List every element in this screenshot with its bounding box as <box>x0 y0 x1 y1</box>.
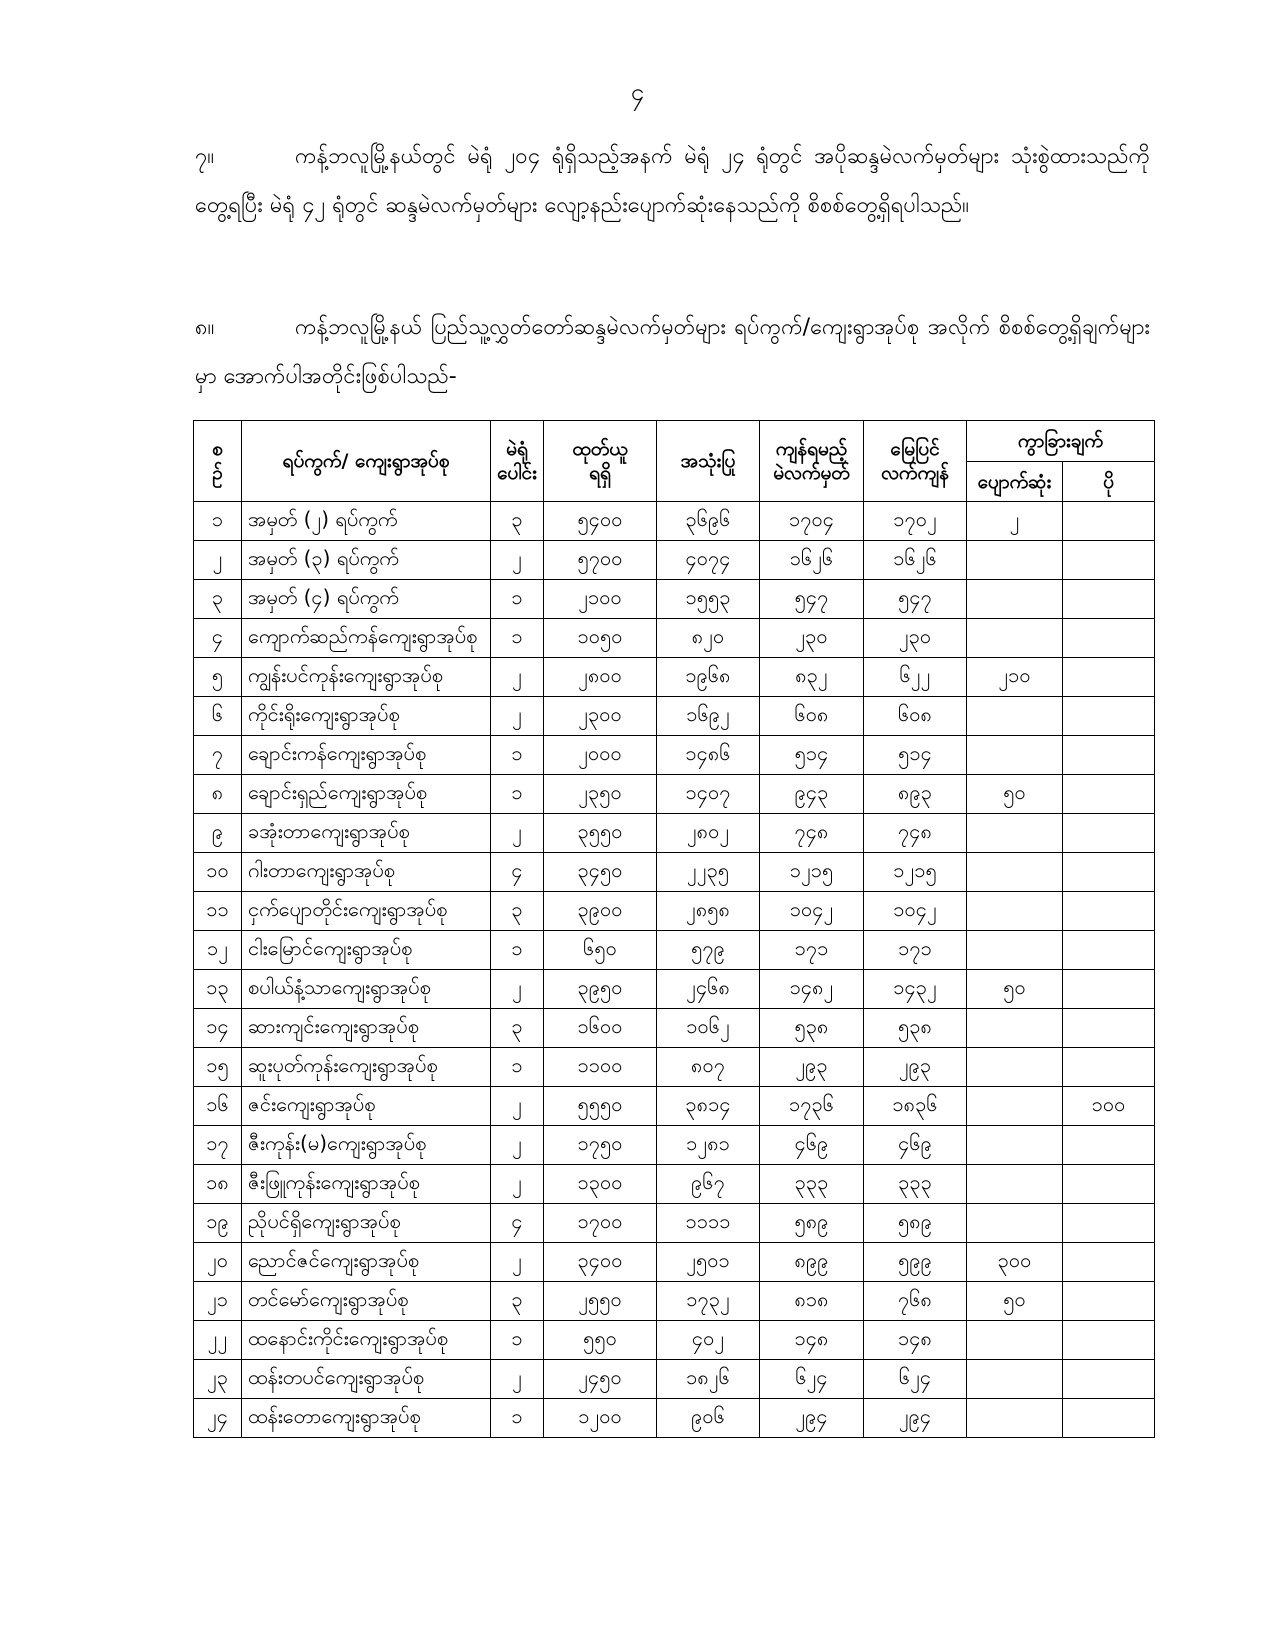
cell-should-remain: ၈၁၈ <box>760 1282 864 1321</box>
cell-excess <box>1063 1321 1155 1360</box>
cell-ward-name: အမှတ် (၃) ရပ်ကွက် <box>242 541 491 580</box>
cell-lost <box>967 1321 1063 1360</box>
header-lost: ပျောက်ဆုံး <box>967 462 1063 502</box>
cell-should-remain: ၇၄၈ <box>760 814 864 853</box>
cell-lost: ၃၀၀ <box>967 1243 1063 1282</box>
cell-received: ၃၄၀၀ <box>544 1243 657 1282</box>
table-row <box>194 541 1155 580</box>
cell-booths: ၂ <box>491 1126 544 1165</box>
header-difference: ကွာခြားချက် <box>967 421 1155 462</box>
cell-lost: ၅၀ <box>967 970 1063 1009</box>
cell-serial: ၁၆ <box>194 1087 242 1126</box>
cell-serial: ၂၄ <box>194 1399 242 1438</box>
cell-should-remain: ၆၂၄ <box>760 1360 864 1399</box>
cell-should-remain: ၅၄၇ <box>760 580 864 619</box>
cell-actual-remain: ၁၆၂၆ <box>864 541 967 580</box>
cell-lost: ၅၀ <box>967 775 1063 814</box>
table-row <box>194 619 1155 658</box>
cell-serial: ၁၀ <box>194 853 242 892</box>
cell-actual-remain: ၁၇၁ <box>864 931 967 970</box>
ballot-verification-table <box>193 420 1155 1438</box>
cell-ward-name: ထန်းတပင်ကျေးရွာအုပ်စု <box>242 1360 491 1399</box>
cell-booths: ၂ <box>491 697 544 736</box>
cell-excess <box>1063 1282 1155 1321</box>
cell-actual-remain: ၇၆၈ <box>864 1282 967 1321</box>
cell-actual-remain: ၆၀၈ <box>864 697 967 736</box>
cell-serial: ၆ <box>194 697 242 736</box>
paragraph-7-text: ကန့်ဘလူမြို့နယ်တွင် မဲရုံ ၂၀၄ ရုံရှိသည့်အနက် မဲရုံ ၂၄ ရုံတွင် အပိုဆန္ဒမဲလက်မှတ်များ သုံးစွဲထားသည်ကို တွေ့ရပြီး မဲရုံ ၄၂ ရုံတွင် ဆန္ဒမဲလက်မှတ်များ လျော့နည်းပျောက်ဆုံးနေသည်ကို စိစစ်တွေ့ရှိရပါသည်။ <box>195 144 1150 218</box>
table-row <box>194 931 1155 970</box>
cell-used: ၁၀၆၂ <box>657 1009 760 1048</box>
cell-used: ၁၂၈၁ <box>657 1126 760 1165</box>
cell-booths: ၃ <box>491 1282 544 1321</box>
cell-should-remain: ၅၁၄ <box>760 736 864 775</box>
cell-lost <box>967 1204 1063 1243</box>
cell-booths: ၁ <box>491 775 544 814</box>
table-row <box>194 853 1155 892</box>
cell-booths: ၂ <box>491 1087 544 1126</box>
cell-received: ၂၃၅၀ <box>544 775 657 814</box>
cell-lost <box>967 1087 1063 1126</box>
header-received: ထုတ်ယူ ရရှိ <box>544 421 657 502</box>
cell-actual-remain: ၆၂၄ <box>864 1360 967 1399</box>
cell-should-remain: ၃၃၃ <box>760 1165 864 1204</box>
cell-used: ၃၆၉၆ <box>657 502 760 541</box>
cell-actual-remain: ၁၄၈ <box>864 1321 967 1360</box>
cell-excess <box>1063 658 1155 697</box>
cell-excess <box>1063 1048 1155 1087</box>
cell-booths: ၃ <box>491 1009 544 1048</box>
cell-should-remain: ၅၈၉ <box>760 1204 864 1243</box>
cell-used: ၁၈၂၆ <box>657 1360 760 1399</box>
cell-excess <box>1063 1009 1155 1048</box>
cell-used: ၄၀၇၄ <box>657 541 760 580</box>
cell-lost <box>967 931 1063 970</box>
cell-used: ၂၈၀၂ <box>657 814 760 853</box>
cell-lost <box>967 580 1063 619</box>
cell-excess <box>1063 775 1155 814</box>
cell-used: ၂၅၀၁ <box>657 1243 760 1282</box>
cell-received: ၁၇၅၀ <box>544 1126 657 1165</box>
cell-excess <box>1063 580 1155 619</box>
table-body <box>194 502 1155 1438</box>
cell-actual-remain: ၆၂၂ <box>864 658 967 697</box>
cell-ward-name: ထနောင်းကိုင်းကျေးရွာအုပ်စု <box>242 1321 491 1360</box>
cell-booths: ၁ <box>491 931 544 970</box>
table-row <box>194 1048 1155 1087</box>
paragraph-8 <box>195 303 1150 401</box>
cell-booths: ၁ <box>491 1048 544 1087</box>
cell-actual-remain: ၁၈၃၆ <box>864 1087 967 1126</box>
cell-booths: ၂ <box>491 970 544 1009</box>
cell-actual-remain: ၇၄၈ <box>864 814 967 853</box>
cell-booths: ၄ <box>491 1204 544 1243</box>
cell-should-remain: ၁၄၈ <box>760 1321 864 1360</box>
cell-actual-remain: ၁၇၀၂ <box>864 502 967 541</box>
cell-booths: ၁ <box>491 1321 544 1360</box>
cell-should-remain: ၂၉၄ <box>760 1399 864 1438</box>
cell-ward-name: တင်မော်ကျေးရွာအုပ်စု <box>242 1282 491 1321</box>
cell-should-remain: ၈၃၂ <box>760 658 864 697</box>
cell-lost <box>967 541 1063 580</box>
paragraph-7-number: ၇။ <box>195 144 215 169</box>
table-row <box>194 1360 1155 1399</box>
cell-ward-name: ချောင်းကန်ကျေးရွာအုပ်စု <box>242 736 491 775</box>
cell-ward-name: ကိုင်းရိုးကျေးရွာအုပ်စု <box>242 697 491 736</box>
cell-used: ၂၂၃၅ <box>657 853 760 892</box>
cell-ward-name: ငါးမြောင်ကျေးရွာအုပ်စု <box>242 931 491 970</box>
cell-actual-remain: ၁၄၃၂ <box>864 970 967 1009</box>
cell-booths: ၁ <box>491 1399 544 1438</box>
cell-used: ၈၀၇ <box>657 1048 760 1087</box>
cell-used: ၁၄၈၆ <box>657 736 760 775</box>
cell-lost <box>967 1360 1063 1399</box>
table-row <box>194 1321 1155 1360</box>
cell-serial: ၅ <box>194 658 242 697</box>
cell-lost <box>967 1009 1063 1048</box>
cell-serial: ၁၃ <box>194 970 242 1009</box>
cell-serial: ၃ <box>194 580 242 619</box>
paragraph-8-number: ၈။ <box>195 315 215 340</box>
cell-ward-name: ဇီးဖြူကုန်းကျေးရွာအုပ်စု <box>242 1165 491 1204</box>
cell-used: ၈၂၀ <box>657 619 760 658</box>
cell-lost <box>967 619 1063 658</box>
cell-ward-name: အမှတ် (၂) ရပ်ကွက် <box>242 502 491 541</box>
cell-booths: ၂ <box>491 1360 544 1399</box>
cell-should-remain: ၅၃၈ <box>760 1009 864 1048</box>
table-row <box>194 1282 1155 1321</box>
cell-should-remain: ၁၇၀၄ <box>760 502 864 541</box>
cell-actual-remain: ၁၀၄၂ <box>864 892 967 931</box>
header-excess: ပို <box>1063 462 1155 502</box>
cell-serial: ၁၇ <box>194 1126 242 1165</box>
cell-lost <box>967 736 1063 775</box>
cell-ward-name: ဇင်းကျေးရွာအုပ်စု <box>242 1087 491 1126</box>
cell-serial: ၁၄ <box>194 1009 242 1048</box>
page-number: ၄ <box>630 78 645 106</box>
paragraph-7 <box>195 132 1150 230</box>
cell-received: ၅၅၅၀ <box>544 1087 657 1126</box>
paragraph-8-text: ကန့်ဘလူမြို့နယ် ပြည်သူ့လွှတ်တော်ဆန္ဒမဲလက်မှတ်များ ရပ်ကွက်/ကျေးရွာအုပ်စု အလိုက် စိစစ်တွေ့ရှိချက်များမှာ အောက်ပါအတိုင်းဖြစ်ပါသည်- <box>195 315 1150 389</box>
header-booths: မဲရုံ ပေါင်း <box>491 421 544 502</box>
cell-actual-remain: ၁၂၁၅ <box>864 853 967 892</box>
cell-received: ၃၉၅၀ <box>544 970 657 1009</box>
cell-should-remain: ၁၂၁၅ <box>760 853 864 892</box>
header-used: အသုံးပြု <box>657 421 760 502</box>
table-row <box>194 736 1155 775</box>
cell-received: ၁၂၀၀ <box>544 1399 657 1438</box>
cell-used: ၁၉၆၈ <box>657 658 760 697</box>
cell-actual-remain: ၅၈၉ <box>864 1204 967 1243</box>
cell-serial: ၁၅ <box>194 1048 242 1087</box>
cell-used: ၉၀၆ <box>657 1399 760 1438</box>
table-row <box>194 502 1155 541</box>
table-row <box>194 1165 1155 1204</box>
cell-actual-remain: ၅၉၉ <box>864 1243 967 1282</box>
cell-should-remain: ၁၀၄၂ <box>760 892 864 931</box>
cell-excess <box>1063 1399 1155 1438</box>
cell-excess <box>1063 697 1155 736</box>
cell-ward-name: ကျွန်းပင်ကုန်းကျေးရွာအုပ်စု <box>242 658 491 697</box>
cell-used: ၂၄၆၈ <box>657 970 760 1009</box>
cell-received: ၁၃၀၀ <box>544 1165 657 1204</box>
cell-ward-name: ဇီးကုန်း(မ)ကျေးရွာအုပ်စု <box>242 1126 491 1165</box>
cell-received: ၂၃၀၀ <box>544 697 657 736</box>
cell-actual-remain: ၂၃၀ <box>864 619 967 658</box>
cell-received: ၃၄၅၀ <box>544 853 657 892</box>
cell-should-remain: ၈၉၉ <box>760 1243 864 1282</box>
table-header-row <box>194 421 1155 462</box>
cell-ward-name: စပါယ်နံ့သာကျေးရွာအုပ်စု <box>242 970 491 1009</box>
cell-serial: ၂၃ <box>194 1360 242 1399</box>
cell-actual-remain: ၈၉၃ <box>864 775 967 814</box>
cell-excess <box>1063 502 1155 541</box>
cell-received: ၂၁၀၀ <box>544 580 657 619</box>
cell-lost: ၂၁၀ <box>967 658 1063 697</box>
cell-booths: ၃ <box>491 502 544 541</box>
cell-used: ၂၈၅၈ <box>657 892 760 931</box>
cell-lost: ၂ <box>967 502 1063 541</box>
cell-used: ၃၈၁၄ <box>657 1087 760 1126</box>
cell-received: ၁၇၀၀ <box>544 1204 657 1243</box>
cell-lost <box>967 1165 1063 1204</box>
cell-actual-remain: ၄၆၉ <box>864 1126 967 1165</box>
table-row <box>194 970 1155 1009</box>
cell-lost: ၅၀ <box>967 1282 1063 1321</box>
cell-excess <box>1063 1204 1155 1243</box>
cell-serial: ၁၂ <box>194 931 242 970</box>
cell-excess <box>1063 1165 1155 1204</box>
cell-received: ၃၅၅၀ <box>544 814 657 853</box>
cell-excess: ၁၀၀ <box>1063 1087 1155 1126</box>
cell-excess <box>1063 970 1155 1009</box>
cell-should-remain: ၁၇၃၆ <box>760 1087 864 1126</box>
cell-excess <box>1063 1126 1155 1165</box>
cell-serial: ၂ <box>194 541 242 580</box>
cell-actual-remain: ၃၃၃ <box>864 1165 967 1204</box>
cell-used: ၁၆၉၂ <box>657 697 760 736</box>
cell-booths: ၂ <box>491 814 544 853</box>
cell-ward-name: ချောင်းရှည်ကျေးရွာအုပ်စု <box>242 775 491 814</box>
cell-should-remain: ၁၇၁ <box>760 931 864 970</box>
cell-received: ၁၁၀၀ <box>544 1048 657 1087</box>
cell-received: ၅၇၀၀ <box>544 541 657 580</box>
cell-used: ၄၀၂ <box>657 1321 760 1360</box>
cell-excess <box>1063 814 1155 853</box>
cell-lost <box>967 1399 1063 1438</box>
table-row <box>194 1243 1155 1282</box>
cell-booths: ၁ <box>491 736 544 775</box>
cell-booths: ၂ <box>491 1165 544 1204</box>
cell-received: ၁၀၅၀ <box>544 619 657 658</box>
cell-actual-remain: ၅၄၇ <box>864 580 967 619</box>
cell-actual-remain: ၅၃၈ <box>864 1009 967 1048</box>
cell-received: ၂၄၅၀ <box>544 1360 657 1399</box>
cell-serial: ၉ <box>194 814 242 853</box>
table-row <box>194 1204 1155 1243</box>
cell-should-remain: ၁၄၈၂ <box>760 970 864 1009</box>
table-row <box>194 1087 1155 1126</box>
cell-should-remain: ၁၆၂၆ <box>760 541 864 580</box>
cell-excess <box>1063 1360 1155 1399</box>
cell-lost <box>967 814 1063 853</box>
cell-serial: ၁၈ <box>194 1165 242 1204</box>
cell-actual-remain: ၂၉၄ <box>864 1399 967 1438</box>
cell-used: ၁၇၃၂ <box>657 1282 760 1321</box>
cell-should-remain: ၂၃၀ <box>760 619 864 658</box>
cell-ward-name: ခအုံးတာကျေးရွာအုပ်စု <box>242 814 491 853</box>
cell-ward-name: ကျောက်ဆည်ကန်ကျေးရွာအုပ်စု <box>242 619 491 658</box>
cell-used: ၁၁၁၁ <box>657 1204 760 1243</box>
cell-used: ၁၅၅၃ <box>657 580 760 619</box>
cell-serial: ၈ <box>194 775 242 814</box>
header-serial: စ ဉ် <box>194 421 242 502</box>
table-row <box>194 580 1155 619</box>
cell-lost <box>967 892 1063 931</box>
cell-ward-name: ဆားကျင်းကျေးရွာအုပ်စု <box>242 1009 491 1048</box>
table-row <box>194 697 1155 736</box>
cell-booths: ၃ <box>491 892 544 931</box>
cell-serial: ၄ <box>194 619 242 658</box>
cell-should-remain: ၂၉၃ <box>760 1048 864 1087</box>
cell-should-remain: ၄၆၉ <box>760 1126 864 1165</box>
cell-received: ၂၈၀၀ <box>544 658 657 697</box>
cell-booths: ၂ <box>491 1243 544 1282</box>
cell-ward-name: ထန်းတောကျေးရွာအုပ်စု <box>242 1399 491 1438</box>
cell-lost <box>967 1126 1063 1165</box>
cell-used: ၅၇၉ <box>657 931 760 970</box>
cell-serial: ၇ <box>194 736 242 775</box>
cell-ward-name: ဆူးပုတ်ကုန်းကျေးရွာအုပ်စု <box>242 1048 491 1087</box>
cell-ward-name: ညောင်ဇင်ကျေးရွာအုပ်စု <box>242 1243 491 1282</box>
cell-should-remain: ၆၀၈ <box>760 697 864 736</box>
cell-ward-name: ငှက်ပျောတိုင်းကျေးရွာအုပ်စု <box>242 892 491 931</box>
cell-excess <box>1063 853 1155 892</box>
cell-excess <box>1063 1243 1155 1282</box>
cell-ward-name: အမှတ် (၄) ရပ်ကွက် <box>242 580 491 619</box>
table-row <box>194 775 1155 814</box>
cell-serial: ၂၂ <box>194 1321 242 1360</box>
cell-serial: ၁၁ <box>194 892 242 931</box>
header-should-remain: ကျန်ရမည့် မဲလက်မှတ် <box>760 421 864 502</box>
cell-excess <box>1063 892 1155 931</box>
cell-received: ၆၅၀ <box>544 931 657 970</box>
table-row <box>194 1009 1155 1048</box>
cell-ward-name: ဂါးတာကျေးရွာအုပ်စု <box>242 853 491 892</box>
table-row <box>194 658 1155 697</box>
cell-received: ၅၅၀ <box>544 1321 657 1360</box>
cell-received: ၂၀၀၀ <box>544 736 657 775</box>
table-row <box>194 892 1155 931</box>
cell-actual-remain: ၅၁၄ <box>864 736 967 775</box>
cell-booths: ၁ <box>491 619 544 658</box>
header-ward: ရပ်ကွက်/ ကျေးရွာအုပ်စု <box>242 421 491 502</box>
cell-booths: ၂ <box>491 658 544 697</box>
cell-received: ၂၅၅၀ <box>544 1282 657 1321</box>
cell-booths: ၁ <box>491 580 544 619</box>
cell-received: ၅၄၀၀ <box>544 502 657 541</box>
cell-excess <box>1063 541 1155 580</box>
cell-excess <box>1063 736 1155 775</box>
cell-serial: ၁ <box>194 502 242 541</box>
cell-lost <box>967 853 1063 892</box>
cell-received: ၁၆၀၀ <box>544 1009 657 1048</box>
cell-used: ၉၆၇ <box>657 1165 760 1204</box>
cell-should-remain: ၉၄၃ <box>760 775 864 814</box>
cell-excess <box>1063 619 1155 658</box>
table-row <box>194 814 1155 853</box>
cell-booths: ၄ <box>491 853 544 892</box>
cell-booths: ၂ <box>491 541 544 580</box>
cell-used: ၁၄၀၇ <box>657 775 760 814</box>
table-row <box>194 1126 1155 1165</box>
table-row <box>194 1399 1155 1438</box>
header-actual-remain: မြေပြင် လက်ကျန် <box>864 421 967 502</box>
cell-serial: ၂၀ <box>194 1243 242 1282</box>
cell-lost <box>967 1048 1063 1087</box>
cell-received: ၃၉၀၀ <box>544 892 657 931</box>
cell-serial: ၁၉ <box>194 1204 242 1243</box>
cell-serial: ၂၁ <box>194 1282 242 1321</box>
cell-actual-remain: ၂၉၃ <box>864 1048 967 1087</box>
cell-lost <box>967 697 1063 736</box>
cell-excess <box>1063 931 1155 970</box>
cell-ward-name: ညိုပင်ရှိကျေးရွာအုပ်စု <box>242 1204 491 1243</box>
